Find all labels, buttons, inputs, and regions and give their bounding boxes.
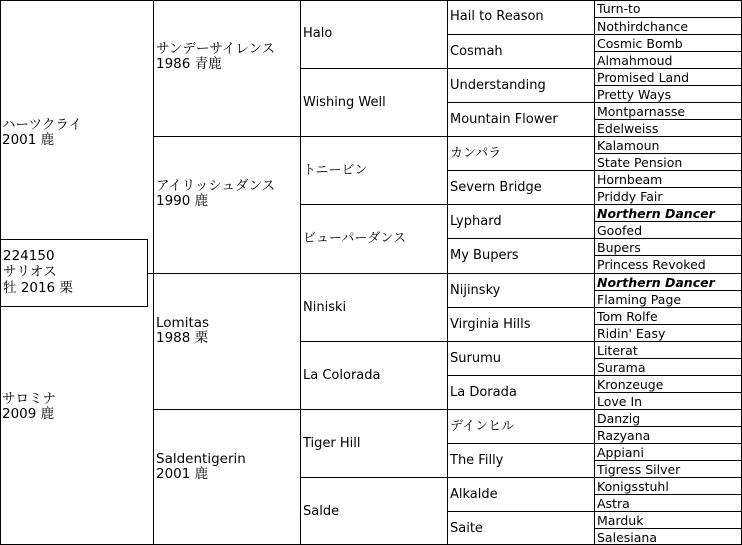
horse-name: The Filly [450, 453, 504, 468]
gen5-cell [594, 204, 742, 221]
gen5-cell [594, 17, 742, 34]
horse-name: Tom Rolfe [597, 309, 658, 324]
horse-name: Promised Land [597, 70, 690, 85]
gen5-cell [594, 375, 742, 392]
horse-info: 1986 青鹿 [156, 56, 222, 72]
gen4-cell [447, 273, 594, 307]
gen5-cell [594, 238, 742, 255]
gen4-cell [447, 136, 594, 170]
gen5-cell [594, 187, 742, 204]
gen5-cell [594, 341, 742, 358]
horse-info: 1990 鹿 [156, 193, 209, 209]
gen5-cell [594, 119, 742, 136]
horse-info: 2001 鹿 [2, 132, 55, 148]
horse-name: Nijinsky [450, 283, 501, 298]
horse-name: Kronzeuge [597, 377, 664, 392]
horse-name: Halo [303, 26, 333, 41]
horse-name: Ridin' Easy [597, 326, 666, 341]
horse-name: Virginia Hills [450, 317, 531, 332]
subject-name: サリオス [3, 264, 57, 280]
horse-name: Alkalde [450, 487, 498, 502]
horse-name: Appiani [597, 445, 644, 460]
gen3-cell [300, 136, 447, 204]
horse-name: Pretty Ways [597, 87, 672, 102]
horse-name: My Bupers [450, 248, 519, 263]
gen4-cell [447, 477, 594, 511]
horse-name: Northern Dancer [597, 275, 715, 290]
horse-name: Northern Dancer [597, 206, 715, 221]
horse-name: Salde [303, 504, 340, 519]
horse-name: Wishing Well [303, 95, 386, 110]
gen4-cell [447, 238, 594, 273]
gen5-cell [594, 494, 742, 511]
horse-info: 2009 鹿 [2, 406, 55, 422]
gen4-cell [447, 0, 594, 34]
gen5-cell [594, 221, 742, 238]
gen5-cell [594, 0, 742, 17]
horse-name: Hail to Reason [450, 9, 544, 24]
gen5-cell [594, 102, 742, 119]
gen4-cell [447, 34, 594, 68]
horse-name: ビューパーダンス [303, 231, 407, 246]
horse-name: Niniski [303, 300, 347, 315]
horse-name: サンデーサイレンス [156, 41, 276, 57]
subject-info: 牡 2016 栗 [3, 280, 73, 296]
gen5-cell [594, 290, 742, 307]
gen5-cell [594, 307, 742, 324]
gen5-cell [594, 443, 742, 460]
gen5-cell [594, 392, 742, 409]
horse-name: Kalamoun [597, 138, 660, 153]
horse-name: Salesiana [597, 530, 657, 545]
gen4-cell [447, 307, 594, 341]
horse-name: Marduk [597, 513, 644, 528]
gen3-cell [300, 204, 447, 273]
horse-name: Danzig [597, 411, 641, 426]
gen4-cell [447, 102, 594, 136]
horse-name: Cosmic Bomb [597, 36, 683, 51]
horse-name: Edelweiss [597, 121, 659, 136]
horse-name: Konigsstuhl [597, 479, 669, 494]
horse-name: デインヒル [450, 419, 515, 434]
gen3-cell [300, 68, 447, 136]
gen5-cell [594, 324, 742, 341]
gen5-cell [594, 68, 742, 85]
gen5-cell [594, 170, 742, 187]
gen5-cell [594, 34, 742, 51]
horse-name: Priddy Fair [597, 189, 663, 204]
horse-name: State Pension [597, 155, 683, 170]
horse-name: ハーツクライ [2, 117, 82, 133]
gen3-cell [300, 477, 447, 545]
horse-name: Nothirdchance [597, 19, 689, 34]
horse-name: Severn Bridge [450, 180, 542, 195]
horse-name: Razyana [597, 428, 651, 443]
horse-name: Understanding [450, 78, 546, 93]
gen5-cell [594, 528, 742, 545]
horse-name: Goofed [597, 223, 643, 238]
gen5-cell [594, 153, 742, 170]
horse-name: Mountain Flower [450, 112, 558, 127]
gen4-cell [447, 204, 594, 238]
horse-name: Tiger Hill [303, 436, 361, 451]
gen2-cell [153, 409, 300, 545]
horse-name: アイリッシュダンス [156, 178, 276, 194]
gen5-cell [594, 511, 742, 528]
horse-name: カンパラ [450, 146, 502, 161]
horse-name: Lyphard [450, 214, 502, 229]
gen5-cell [594, 426, 742, 443]
horse-name: Princess Revoked [597, 257, 706, 272]
gen1-cell [0, 0, 153, 273]
horse-name: La Colorada [303, 368, 381, 383]
gen5-cell [594, 409, 742, 426]
gen4-cell [447, 511, 594, 545]
horse-name: Turn-to [597, 1, 641, 16]
gen5-cell [594, 273, 742, 290]
gen3-cell [300, 0, 447, 68]
gen3-cell [300, 273, 447, 341]
gen5-cell [594, 136, 742, 153]
horse-name: Cosmah [450, 44, 503, 59]
gen5-cell [594, 477, 742, 494]
gen4-cell [447, 68, 594, 102]
horse-name: Bupers [597, 240, 641, 255]
horse-name: Lomitas [156, 315, 210, 331]
horse-name: Tigress Silver [597, 462, 681, 477]
horse-name: Hornbeam [597, 172, 663, 187]
horse-name: Love In [597, 394, 643, 409]
subject-id: 224150 [3, 248, 55, 264]
gen5-cell [594, 255, 742, 273]
horse-name: Montparnasse [597, 104, 686, 119]
gen2-cell [153, 273, 300, 409]
gen4-cell [447, 341, 594, 375]
horse-name: サロミナ [2, 391, 56, 407]
horse-name: Astra [597, 496, 630, 511]
horse-info: 2001 鹿 [156, 466, 209, 482]
horse-name: Saite [450, 521, 483, 536]
horse-info: 1988 栗 [156, 330, 209, 346]
horse-name: トニービン [303, 163, 368, 178]
horse-name: Surama [597, 360, 646, 375]
gen5-cell [594, 358, 742, 375]
horse-name: Flaming Page [597, 292, 682, 307]
gen4-cell [447, 443, 594, 477]
horse-name: Saldentigerin [156, 451, 246, 467]
gen4-cell [447, 170, 594, 204]
gen2-cell [153, 0, 300, 136]
subject-horse [0, 239, 148, 307]
gen5-cell [594, 85, 742, 102]
gen3-cell [300, 409, 447, 477]
gen4-cell [447, 409, 594, 443]
gen5-cell [594, 51, 742, 68]
horse-name: Almahmoud [597, 53, 673, 68]
horse-name: La Dorada [450, 385, 517, 400]
gen1-cell [0, 273, 153, 545]
horse-name: Literat [597, 343, 638, 358]
gen2-cell [153, 136, 300, 273]
gen5-cell [594, 460, 742, 477]
horse-name: Surumu [450, 351, 501, 366]
gen4-cell [447, 375, 594, 409]
gen3-cell [300, 341, 447, 409]
